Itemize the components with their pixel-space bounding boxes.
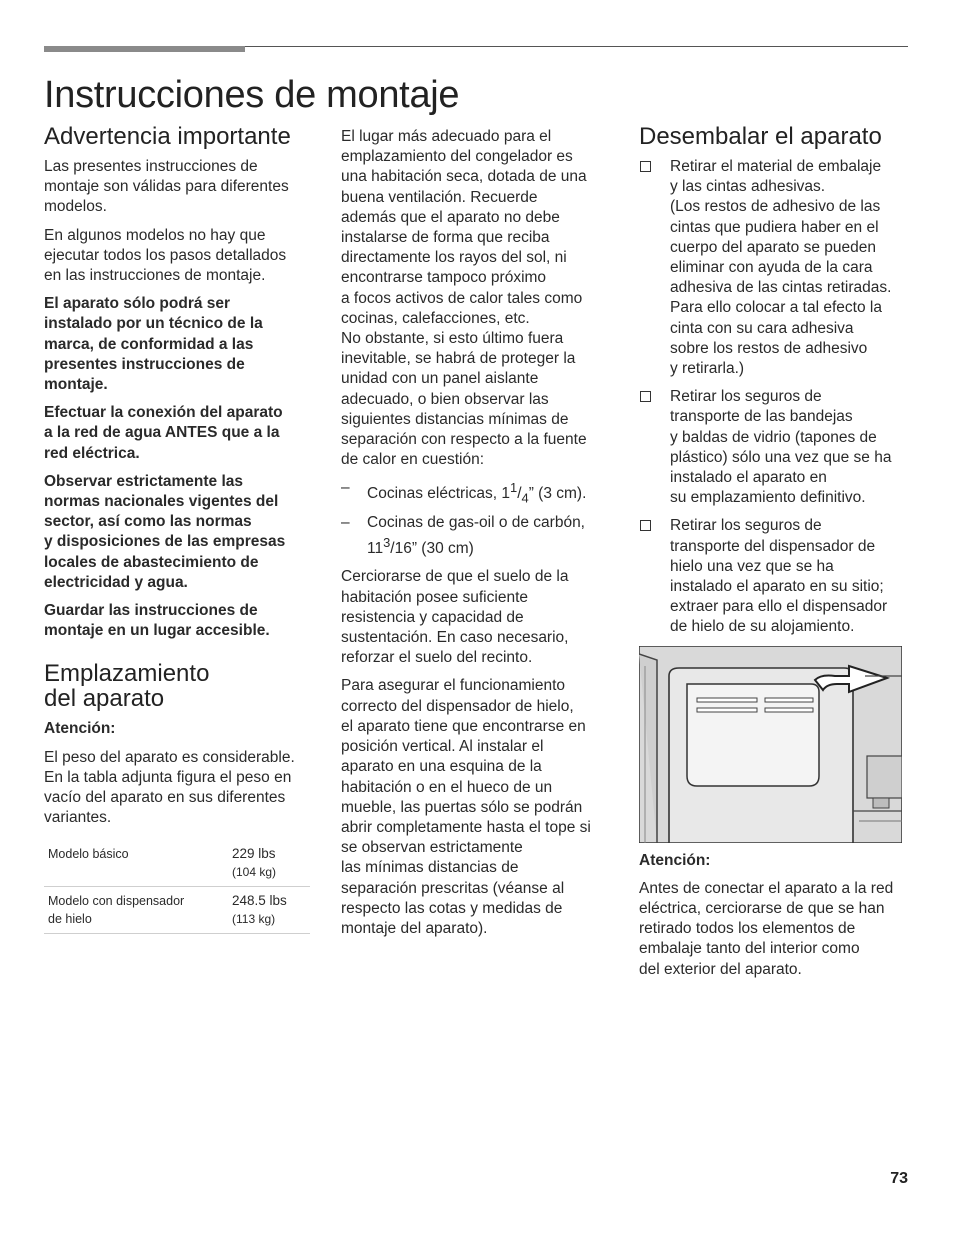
column-middle	[341, 127, 613, 947]
list-text: ” (3 cm).	[528, 485, 587, 503]
list-text: /16” (30 cm)	[390, 540, 474, 558]
list-item	[639, 157, 911, 379]
fraction-numerator: 3	[383, 535, 391, 551]
distance-list	[341, 478, 613, 559]
ice-dispenser-illustration	[639, 646, 902, 843]
paragraph: Las presentes instrucciones de montaje son válidas para diferentes modelos.	[44, 158, 289, 216]
weight-kg: (113 kg)	[232, 912, 276, 927]
paragraph: Para asegurar el funcionamiento correcto del dispensador de hielo, el aparato tiene que encontrarse en posición vertical. Al instalar el aparato en una esquina de la habitación o en el hueco de un mueble, las puertas sólo se podrán abrir completamente hasta el tope si se observan estrictamente las mínimas distancias de separación prescritas (véanse al respecto las cotas y medidas de montaje del aparato).	[341, 677, 591, 937]
fraction-slash: /	[517, 485, 522, 503]
list-text: Retirar los seguros de transporte del dispensador de hielo una vez que se ha instalado el aparato en su sitio; extraer para ello el dispensador de hielo de su alojamiento.	[670, 517, 888, 636]
list-text: Cocinas eléctricas, 1	[367, 485, 511, 503]
fraction-numerator: 1	[510, 480, 518, 496]
heading-advertencia: Advertencia importante	[44, 123, 291, 150]
weight-cell	[232, 840, 310, 887]
weight-lbs: 229 lbs	[232, 846, 276, 862]
table-row	[44, 840, 310, 887]
fraction-denominator: 4	[521, 490, 529, 506]
list-text: Retirar el material de embalaje y las cintas adhesivas. (Los restos de adhesivo de las cintas que pudiera haber en el cuerpo del aparato se pueden eliminar con ayuda de la cara adhesiva de las cintas retiradas. Para ello colocar a tal efecto la cinta con su cara adhesiva sobre los restos de adhesivo y retirarla.)	[670, 158, 892, 378]
paragraph: Cerciorarse de que el suelo de la habitación posee suficiente resistencia y capacidad de sustentación. En caso necesario, reforzar el suelo del recinto.	[341, 568, 569, 667]
paragraph: Antes de conectar el aparato a la red eléctrica, cerciorarse de que se han retirado todos los elementos de embalaje tanto del interior como del exterior del aparato.	[639, 879, 894, 978]
checkbox-square-icon	[640, 161, 651, 172]
weight-kg: (104 kg)	[232, 865, 277, 880]
atencion-label: Atención:	[44, 720, 116, 738]
weight-lbs: 248.5 lbs	[232, 893, 287, 909]
dash-marker: –	[341, 513, 350, 531]
table-row	[44, 887, 310, 934]
model-cell: Modelo con dispensador de hielo	[44, 887, 232, 934]
paragraph: En algunos modelos no hay que ejecutar todos los pasos detallados en las instrucciones de montaje.	[44, 226, 287, 285]
page-number: 73	[890, 1170, 908, 1187]
bold-paragraph: El aparato sólo podrá ser instalado por un técnico de la marca, de conformidad a las presentes instrucciones de montaje.	[44, 295, 263, 394]
checkbox-square-icon	[640, 391, 651, 402]
weight-table	[44, 840, 310, 934]
bold-paragraph: Guardar las instrucciones de montaje en un lugar accesible.	[44, 602, 270, 640]
paragraph: El peso del aparato es considerable. En la tabla adjunta figura el peso en vacío del aparato en sus diferentes variantes.	[44, 748, 295, 827]
list-text: Cocinas de gas-oil o de carbón, 11	[367, 513, 585, 558]
column-left	[44, 124, 316, 934]
heading-emplazamiento: Emplazamiento del aparato	[44, 660, 210, 713]
model-cell: Modelo básico	[44, 840, 232, 887]
checkbox-list	[639, 157, 911, 638]
dash-marker: –	[341, 479, 350, 497]
page-title: Instrucciones de montaje	[44, 74, 460, 116]
header-accent-bar	[44, 46, 245, 52]
list-text: Retirar los seguros de transporte de las bandejas y baldas de vidrio (tapones de plástico) sólo una vez que se ha instalado el aparato en su emplazamiento definitivo.	[670, 388, 892, 507]
list-item	[639, 387, 911, 508]
list-item	[341, 513, 613, 560]
checkbox-square-icon	[640, 520, 651, 531]
atencion-label: Atención:	[639, 851, 711, 869]
weight-cell	[232, 887, 310, 934]
list-item	[341, 478, 613, 508]
bold-paragraph: Observar estrictamente las normas nacionales vigentes del sector, así como las normas y disposiciones de las empresas locales de abastecimiento de electricidad y agua.	[44, 472, 286, 591]
heading-desembalar: Desembalar el aparato	[639, 123, 882, 150]
column-right	[639, 124, 911, 988]
bold-paragraph: Efectuar la conexión del aparato a la red de agua ANTES que a la red eléctrica.	[44, 404, 283, 462]
paragraph: El lugar más adecuado para el emplazamiento del congelador es una habitación seca, dotada de una buena ventilación. Recuerde además que el aparato no debe instalarse de forma que reciba directamente los rayos del sol, ni encontrarse tampoco próximo a focos activos de calor tales como cocinas, calefacciones, etc. No obstante, si esto último fuera inevitable, se habrá de proteger la unidad con un panel aislante adecuado, o bien observar las siguientes distancias mínimas de separación con respecto a la fuente de calor en cuestión:	[341, 128, 587, 469]
list-item	[639, 516, 911, 637]
